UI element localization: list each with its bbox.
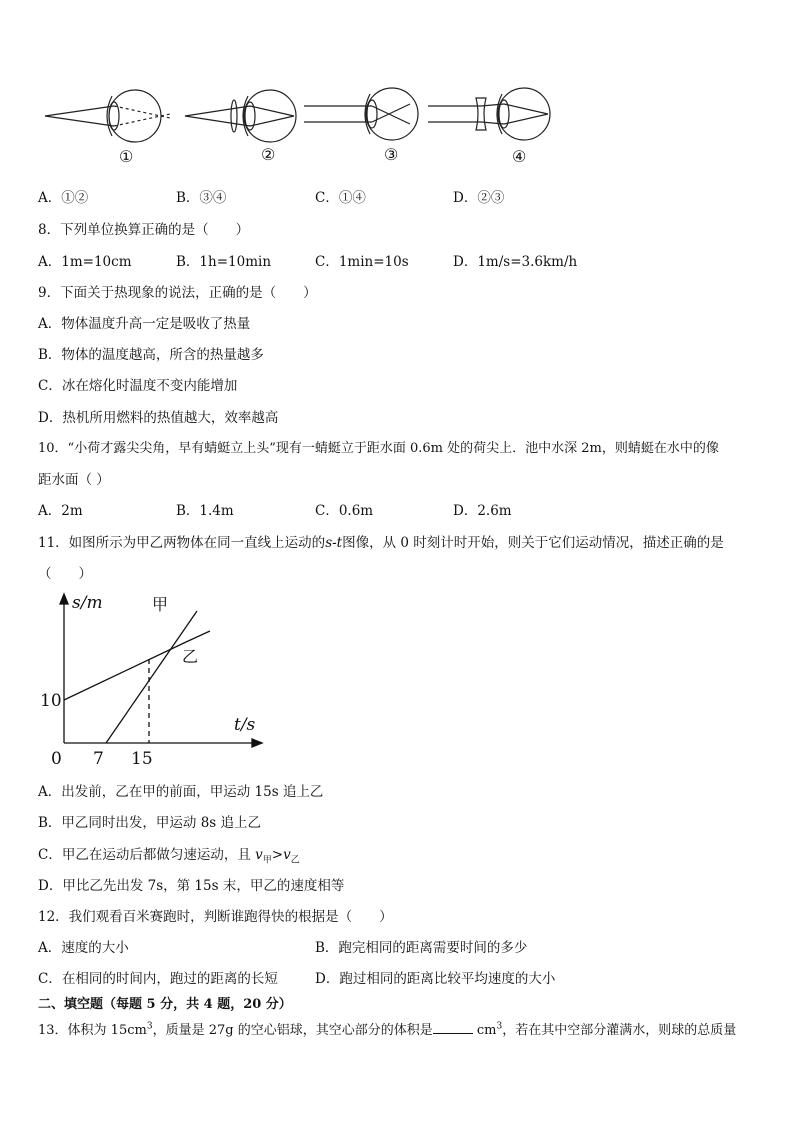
q10-option-a: A．2m — [38, 503, 83, 519]
q10-option-d: D．2.6m — [453, 503, 512, 519]
q8-option-b: B．1h=10min — [176, 254, 272, 270]
graph-tick-15: 15 — [131, 749, 153, 769]
eye-diagrams — [40, 84, 560, 174]
q12-option-d: D．跑过相同的距离比较平均速度的大小 — [315, 971, 556, 987]
eye-label-2: ② — [261, 145, 276, 164]
q8-option-a: A．1m=10cm — [38, 254, 132, 270]
graph-label-jia: 甲 — [152, 595, 169, 614]
v-yi: v — [283, 847, 291, 863]
graph-y-label: s/m — [72, 593, 103, 613]
q11-option-b: B．甲乙同时出发，甲运动 8s 追上乙 — [38, 815, 262, 831]
q13-stem — [38, 1019, 736, 1038]
graph-label-yi: 乙 — [182, 647, 199, 666]
q7-option-c: C．①④ — [315, 190, 366, 206]
eye-figure-3 — [304, 88, 418, 140]
q8-option-c: C．1min=10s — [315, 254, 409, 270]
q7-option-b: B．③④ — [176, 190, 227, 206]
gt-sign: > — [271, 847, 284, 863]
q11-option-a: A．出发前，乙在甲的前面，甲运动 15s 追上乙 — [38, 784, 324, 800]
x-axis-arrow — [252, 739, 262, 747]
graph-x-label: t/s — [234, 715, 256, 735]
eye-label-4: ④ — [512, 147, 527, 166]
sub-yi: 乙 — [290, 855, 300, 866]
q10-option-b: B．1.4m — [176, 503, 234, 519]
q12-option-b: B．跑完相同的距离需要时间的多少 — [315, 940, 528, 956]
q8-option-d: D．1m/s=3.6km/h — [453, 254, 578, 270]
q13-sup1: 3 — [146, 1021, 153, 1032]
q10-option-c: C．0.6m — [315, 503, 374, 519]
q13-sup2: 3 — [496, 1021, 503, 1032]
q12-option-a: A．速度的大小 — [38, 940, 129, 956]
q13-part1: 13．体积为 15cm — [38, 1023, 147, 1038]
section-2-heading: 二、填空题（每题 5 分，共 4 题，20 分） — [38, 997, 292, 1012]
q7-option-d: D．②③ — [453, 190, 505, 206]
eye-label-1: ① — [119, 147, 134, 166]
q9-option-c: C．冰在熔化时温度不变内能增加 — [38, 378, 238, 394]
q13-blank[interactable] — [433, 1021, 473, 1034]
q10-stem-line2: 距水面（ ） — [38, 472, 110, 488]
q9-stem: 9．下面关于热现象的说法，正确的是（ ） — [38, 285, 317, 301]
graph-tick-0: 0 — [51, 749, 62, 769]
q11-stem-a: 11．如图所示为甲乙两物体在同一直线上运动的 — [38, 535, 326, 551]
eye-figure-2 — [185, 90, 296, 142]
graph-tick-10: 10 — [40, 691, 62, 711]
q10-stem-line1: 10．“小荷才露尖尖角，早有蜻蜓立上头”现有一蜻蜓立于距水面 0.6m 处的荷尖上．池中水深 2m，则蜻蜓在水中的像 — [38, 441, 719, 456]
q9-option-b: B．物体的温度越高，所含的热量越多 — [38, 347, 264, 363]
q11-option-c-prefix: C．甲乙在运动后都做匀速运动，且 — [38, 847, 251, 863]
st-graph — [38, 592, 278, 770]
line-yi — [64, 642, 186, 700]
q11-option-c — [38, 843, 300, 866]
q12-option-c: C．在相同的时间内，跑过的距离的长短 — [38, 971, 278, 987]
q11-option-d: D．甲比乙先出发 7s，第 15s 末，甲乙的速度相等 — [38, 878, 345, 894]
y-axis-arrow — [60, 594, 68, 604]
q11-stem-st: s-t — [325, 535, 343, 551]
eye-figure-4 — [428, 88, 550, 140]
v-jia: v — [255, 847, 263, 863]
q13-part3: cm — [472, 1023, 497, 1038]
q9-option-a: A．物体温度升高一定是吸收了热量 — [38, 316, 251, 332]
eye-figure-1 — [45, 90, 170, 142]
q7-option-a: A．①② — [38, 190, 89, 206]
line-yi-ext — [186, 631, 210, 642]
eye-label-3: ③ — [384, 145, 399, 164]
q11-stem-line1 — [38, 531, 724, 551]
q13-part2: ，质量是 27g 的空心铝球，其空心部分的体积是 — [152, 1023, 433, 1038]
graph-tick-7: 7 — [93, 749, 104, 769]
q9-option-d: D．热机所用燃料的热值越大，效率越高 — [38, 410, 279, 426]
q12-stem: 12．我们观看百米赛跑时，判断谁跑得快的根据是（ ） — [38, 909, 393, 925]
q11-stem-line2: （ ） — [38, 566, 92, 582]
line-jia — [106, 611, 197, 743]
q11-stem-b: 图像，从 0 时刻计时开始，则关于它们运动情况，描述正确的是 — [342, 535, 724, 551]
q13-part4: ，若在其中空部分灌满水，则球的总质量 — [502, 1023, 737, 1038]
sub-jia: 甲 — [262, 855, 272, 866]
q8-stem: 8．下列单位换算正确的是（ ） — [38, 222, 250, 238]
